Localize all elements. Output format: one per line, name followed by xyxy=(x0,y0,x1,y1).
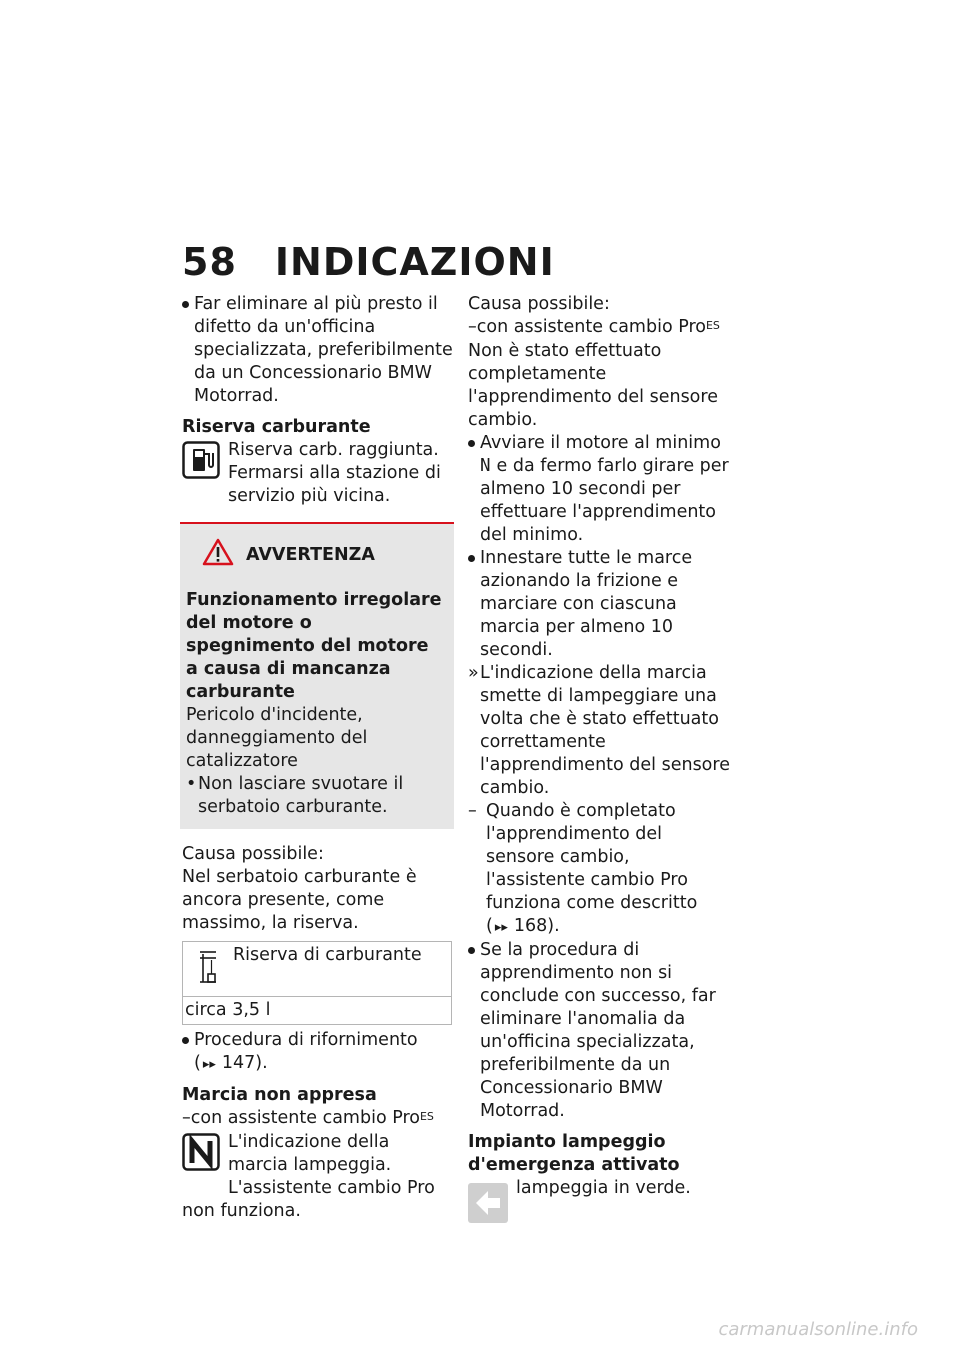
fuel-reserve-text: Riserva carb. raggiunta. Fermarsi alla stazione di servizio più vicina. xyxy=(228,440,441,506)
gear-text: L'indicazione della marcia lampeggia. L'assistente cambio Pro non funziona. xyxy=(182,1132,435,1221)
dash-item: – Quando è completato l'apprendimento del sensore cambio, l'assistente cambio Pro funziona come descritto ( ▸▸ 168). xyxy=(468,800,730,939)
fuel-icon xyxy=(182,441,220,486)
spec-label: Riserva di carburante xyxy=(233,945,422,965)
cause-label-right: Causa possibile: xyxy=(468,294,610,314)
refuel-bullet: Procedura di rifornimento ( ▸▸ 147). xyxy=(182,1029,454,1076)
gear-n-icon xyxy=(182,1133,220,1178)
left-column xyxy=(182,293,454,1223)
option-right: –con assistente cambio Pro$^{ES}$ xyxy=(468,317,720,337)
cause-label: Causa possibile: xyxy=(182,844,324,864)
page-number: 58 xyxy=(182,240,237,284)
bullet-failure: Se la procedura di apprendimento non si conclude con successo, far eliminare l'anomalia da un'officina specializzata, preferibilmente da un Concessionario BMW Motorrad. xyxy=(468,939,730,1123)
gear-block xyxy=(182,1131,454,1223)
page-header xyxy=(182,240,555,284)
hazard-heading: Impianto lampeggio d'emergenza attivato xyxy=(468,1132,680,1175)
warning-bullet: • Non lasciare svuotare il serbatoio carburante. xyxy=(186,774,404,817)
warning-body: Pericolo d'incidente, danneggiamento del catalizzatore xyxy=(186,705,368,771)
hazard-arrow-icon xyxy=(468,1183,508,1230)
cause-text: Nel serbatoio carburante è ancora presente, come massimo, la riserva. xyxy=(182,867,417,933)
watermark: carmanualsonline.info xyxy=(718,1319,918,1340)
arrow-ref-icon: ▸▸ xyxy=(494,920,508,935)
warning-triangle-icon xyxy=(202,538,246,573)
bullet-gears: Innestare tutte le marce azionando la frizione e marciare con ciascuna marcia per almeno 10 secondi. xyxy=(468,547,730,662)
gear-heading: Marcia non appresa xyxy=(182,1085,377,1105)
warning-box xyxy=(180,522,454,829)
fuel-reserve-block xyxy=(182,439,454,508)
fuel-reserve-heading: Riserva carburante xyxy=(182,417,371,437)
bullet-repair: Far eliminare al più presto il difetto da un'officina specializzata, preferibilmente da un Concessionario BMW Motorrad. xyxy=(182,293,454,408)
result-item: » L'indicazione della marcia smette di lampeggiare una volta che è stato effettuato correttamente l'apprendimento del sensore cambio. xyxy=(468,663,730,798)
cause-text-right: Non è stato effettuato completamente l'apprendimento del sensore cambio. xyxy=(468,341,718,430)
fuel-gauge-icon xyxy=(199,950,219,991)
hazard-block xyxy=(468,1177,730,1200)
warning-title: AVVERTENZA xyxy=(246,545,375,565)
spec-table xyxy=(182,941,452,1025)
arrow-ref-icon: ▸▸ xyxy=(202,1057,216,1072)
page-title: INDICAZIONI xyxy=(274,240,555,284)
bullet-idle: Avviare il motore al minimo N e da fermo farlo girare per almeno 10 secondi per effettuare l'apprendimento del minimo. xyxy=(468,432,730,547)
right-column xyxy=(468,293,730,1232)
hazard-text: lampeggia in verde. xyxy=(516,1178,691,1198)
warning-heading: Funzionamento irregolare del motore o spegnimento del motore a causa di mancanza carburante xyxy=(186,590,442,702)
spec-value: circa 3,5 l xyxy=(183,997,452,1025)
gear-option: –con assistente cambio Pro$^{ES}$ xyxy=(182,1108,434,1128)
